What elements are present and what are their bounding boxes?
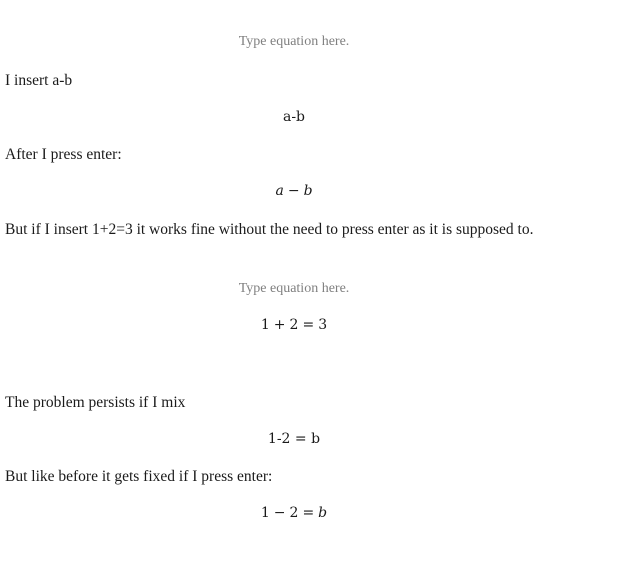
- equation-minus-sign-2: −: [273, 505, 286, 521]
- equation-formatted-1-minus-2-b[interactable]: [0, 503, 588, 523]
- equation-placeholder[interactable]: Type equation here.: [238, 34, 350, 49]
- equation-formatted-a-minus-b[interactable]: [0, 181, 588, 201]
- equation-number-1: 1: [260, 317, 270, 333]
- equation-number-2: 2: [289, 317, 299, 333]
- equation-minus-sign: −: [287, 183, 300, 199]
- equation-placeholder-2[interactable]: Type equation here.: [238, 281, 350, 296]
- paragraph-insert-1-plus-2: But if I insert 1+2=3 it works fine without the need to press enter as it is supposed to.: [5, 221, 534, 238]
- equation-equals-sign: =: [302, 317, 315, 333]
- paragraph-insert-a-b: I insert a-b: [5, 72, 73, 89]
- equation-plain-1-2-b[interactable]: 1-2 = b: [267, 431, 321, 447]
- paragraph-fixed-after-enter: But like before it gets fixed if I press enter:: [5, 468, 273, 485]
- equation-plain-a-b[interactable]: a-b: [282, 109, 306, 125]
- equation-var-a: a: [275, 183, 284, 199]
- equation-number-3: 3: [318, 317, 328, 333]
- equation-number-2b: 2: [289, 505, 299, 521]
- paragraph-after-enter: After I press enter:: [5, 146, 122, 163]
- equation-var-b: b: [303, 183, 313, 199]
- equation-equals-sign-2: =: [302, 505, 315, 521]
- equation-var-b-2: b: [318, 505, 328, 521]
- paragraph-problem-persists: The problem persists if I mix: [5, 394, 186, 411]
- equation-1-plus-2-equals-3[interactable]: [0, 315, 588, 335]
- equation-plus-sign: +: [273, 317, 286, 333]
- equation-number-1b: 1: [260, 505, 270, 521]
